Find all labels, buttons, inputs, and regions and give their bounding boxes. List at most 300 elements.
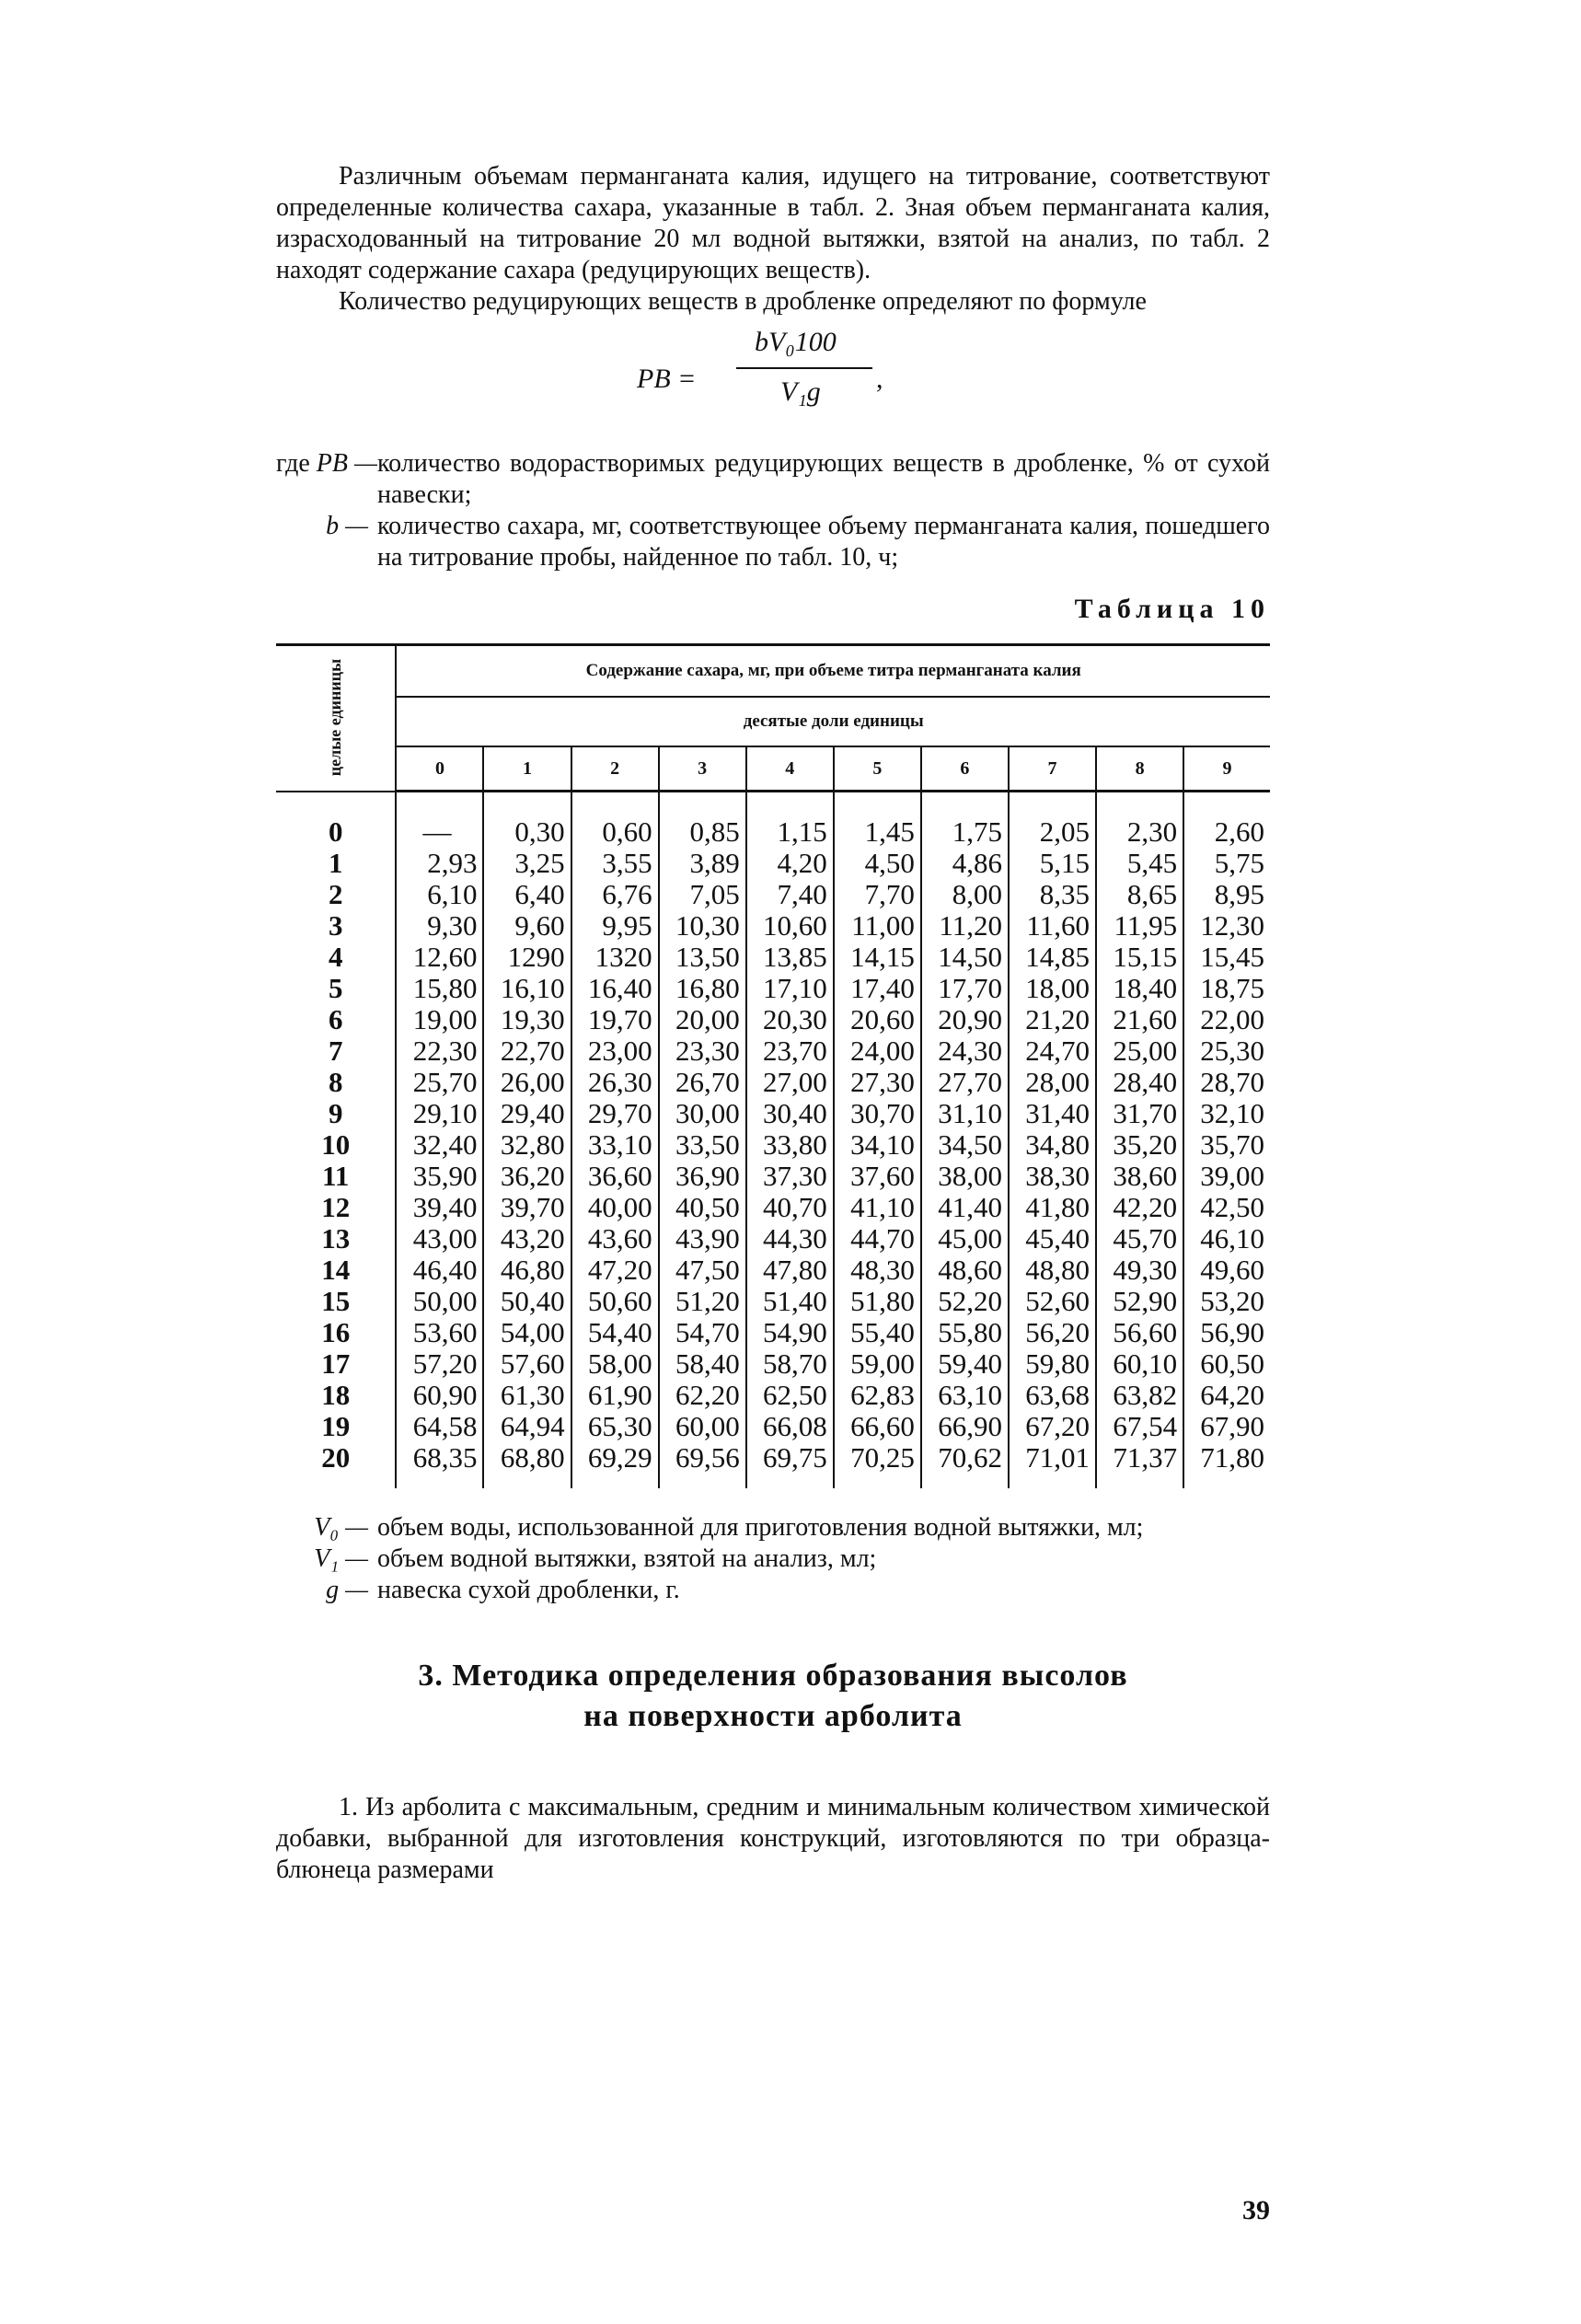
table-cell: 41,40	[921, 1192, 1009, 1223]
document-page	[276, 161, 1270, 2226]
table-cell: 71,01	[1009, 1442, 1096, 1488]
row-number: 4	[328, 941, 343, 973]
table-cell: 20,60	[834, 1004, 921, 1035]
table-cell: 8,00	[921, 879, 1009, 910]
table-cell: 43,90	[659, 1223, 746, 1254]
table-cell: 6,40	[483, 879, 571, 910]
table-cell: 11,60	[1009, 910, 1096, 942]
column-header: 9	[1183, 746, 1270, 792]
table-cell: 63,10	[921, 1380, 1009, 1411]
table-cell: 53,20	[1183, 1286, 1270, 1317]
table-cell: 29,40	[483, 1098, 571, 1129]
definition-b: b — количество сахара, мг, соответствующее объему перманганата калия, пошедшего на титрование пробы, найденное по табл. 10, ч;	[326, 512, 1270, 572]
table-cell: 7,40	[746, 879, 834, 910]
table-cell: 26,30	[571, 1067, 659, 1098]
page-number: 39	[1242, 2195, 1270, 2226]
table-cell: 55,80	[921, 1317, 1009, 1348]
table-cell: 70,62	[921, 1442, 1009, 1488]
table-cell: 60,50	[1183, 1348, 1270, 1380]
table-cell: 47,50	[659, 1254, 746, 1286]
table-cell: 19,70	[571, 1004, 659, 1035]
definitions-bottom	[276, 1512, 1270, 1606]
table-cell: 17,10	[746, 973, 834, 1004]
table-cell: 12,60	[396, 942, 483, 973]
table-cell: 63,68	[1009, 1380, 1096, 1411]
table-cell: 9,30	[396, 910, 483, 942]
intro-paragraph-1: Различным объемам перманганата калия, идущего на титрование, соответствуют определенные количества сахара, указанные в табл. 2. Зная объем перманганата калия, израсходованный на титрование 20 мл водной вытяжки, взятой на анализ, по табл. 2 находят содержание сахара (редуцирующих веществ).	[276, 162, 1270, 284]
table-cell: 46,40	[396, 1254, 483, 1286]
formula	[276, 319, 1270, 448]
table-cell: 67,54	[1096, 1411, 1183, 1442]
table-cell: 28,40	[1096, 1067, 1183, 1098]
row-number: 18	[321, 1379, 351, 1411]
table-cell: 20,30	[746, 1004, 834, 1035]
table-cell: 2,60	[1183, 792, 1270, 849]
table-cell: 31,40	[1009, 1098, 1096, 1129]
table-cell: 22,70	[483, 1035, 571, 1067]
table-cell: 9,95	[571, 910, 659, 942]
table-cell: 47,20	[571, 1254, 659, 1286]
table-cell: 4,86	[921, 848, 1009, 879]
table-cell: 71,80	[1183, 1442, 1270, 1488]
table-cell: 27,30	[834, 1067, 921, 1098]
table-cell: 48,60	[921, 1254, 1009, 1286]
table-cell: 39,00	[1183, 1161, 1270, 1192]
table-row	[276, 1411, 1270, 1442]
table-cell: 43,00	[396, 1223, 483, 1254]
section-heading-line-1: 3. Методика определения образования высолов	[418, 1659, 1128, 1693]
table-cell: 54,40	[571, 1317, 659, 1348]
row-header: целые единицы	[276, 645, 396, 792]
table-cell: 40,50	[659, 1192, 746, 1223]
table-cell: 29,70	[571, 1098, 659, 1129]
table-cell: 11,00	[834, 910, 921, 942]
table-cell: 6,10	[396, 879, 483, 910]
table-cell: 16,10	[483, 973, 571, 1004]
table-cell: 59,40	[921, 1348, 1009, 1380]
table-cell: 25,70	[396, 1067, 483, 1098]
table-cell: 14,85	[1009, 942, 1096, 973]
table-cell: 45,00	[921, 1223, 1009, 1254]
table-row	[276, 1067, 1270, 1098]
table-cell: 26,00	[483, 1067, 571, 1098]
section-paragraph: 1. Из арболита с максимальным, средним и минимальным количеством химической добавки, выбранной для изготовления конструкций, изготовляются по три образца-блюнеца размерами	[276, 1793, 1270, 1884]
definition-text: объем водной вытяжки, взятой на анализ, мл;	[377, 1544, 877, 1573]
table-cell: 60,90	[396, 1380, 483, 1411]
table-cell: 28,00	[1009, 1067, 1096, 1098]
table-row	[276, 973, 1270, 1004]
table-row	[276, 1035, 1270, 1067]
table-cell: 1290	[483, 942, 571, 973]
table-cell: 17,70	[921, 973, 1009, 1004]
table-row	[276, 1161, 1270, 1192]
column-header: 1	[483, 746, 571, 792]
row-number: 10	[321, 1128, 351, 1161]
row-number: 15	[321, 1285, 351, 1317]
table-cell: 36,20	[483, 1161, 571, 1192]
row-number: 5	[328, 972, 343, 1004]
table-cell: 31,70	[1096, 1098, 1183, 1129]
table-cell: 10,60	[746, 910, 834, 942]
table-row	[276, 848, 1270, 879]
table-cell: 64,58	[396, 1411, 483, 1442]
table-cell: 38,30	[1009, 1161, 1096, 1192]
table-cell: 30,70	[834, 1098, 921, 1129]
table-cell: 37,30	[746, 1161, 834, 1192]
definition-symbol: PB	[316, 449, 348, 478]
table-cell: 50,40	[483, 1286, 571, 1317]
table-cell: 10,30	[659, 910, 746, 942]
row-number: 7	[328, 1035, 343, 1067]
table-cell: 23,70	[746, 1035, 834, 1067]
table-cell: 19,00	[396, 1004, 483, 1035]
table-cell: 13,85	[746, 942, 834, 973]
table-cell: 58,70	[746, 1348, 834, 1380]
table-cell: 44,30	[746, 1223, 834, 1254]
table-cell: 16,80	[659, 973, 746, 1004]
table-cell: 40,70	[746, 1192, 834, 1223]
column-headers	[276, 746, 1270, 792]
table-cell: 24,70	[1009, 1035, 1096, 1067]
table-cell: 2,93	[396, 848, 483, 879]
table-cell: 47,80	[746, 1254, 834, 1286]
table-row	[276, 1129, 1270, 1161]
formula-denominator: V₁g	[780, 376, 821, 407]
definition-pb: где PB — количество водорастворимых редуцирующих веществ в дробленке, % от сухой навески;	[276, 449, 1270, 509]
table-cell: 1,75	[921, 792, 1009, 849]
table-cell: 8,95	[1183, 879, 1270, 910]
table-cell: 46,80	[483, 1254, 571, 1286]
table-cell: 52,90	[1096, 1286, 1183, 1317]
table-cell: 3,25	[483, 848, 571, 879]
table-cell: 0,30	[483, 792, 571, 849]
definition-symbol: V₀	[314, 1513, 340, 1542]
table-cell: 33,10	[571, 1129, 659, 1161]
table-cell: 42,50	[1183, 1192, 1270, 1223]
table-cell: 17,40	[834, 973, 921, 1004]
table-cell: 25,30	[1183, 1035, 1270, 1067]
table-cell: 5,15	[1009, 848, 1096, 879]
row-number: 19	[321, 1410, 351, 1442]
table-cell: 58,00	[571, 1348, 659, 1380]
table-cell: 15,45	[1183, 942, 1270, 973]
table-cell: 14,15	[834, 942, 921, 973]
table-cell: 24,00	[834, 1035, 921, 1067]
table-cell: 0,60	[571, 792, 659, 849]
table-cell: 51,80	[834, 1286, 921, 1317]
formula-numerator: bV₀100	[755, 327, 837, 357]
table-cell: 43,20	[483, 1223, 571, 1254]
table-cell: 67,90	[1183, 1411, 1270, 1442]
row-number: 3	[328, 909, 343, 942]
table-cell: 70,25	[834, 1442, 921, 1488]
table-cell: 56,20	[1009, 1317, 1096, 1348]
formula-fraction-bar	[736, 367, 872, 369]
definition-g: g — навеска сухой дробленки, г.	[276, 1575, 1270, 1606]
table-cell: 51,40	[746, 1286, 834, 1317]
table-cell: 9,60	[483, 910, 571, 942]
table-cell: 45,70	[1096, 1223, 1183, 1254]
table-caption: Содержание сахара, мг, при объеме титра перманганата калия	[396, 645, 1270, 698]
table-cell: 63,82	[1096, 1380, 1183, 1411]
table-cell: 18,75	[1183, 973, 1270, 1004]
table-cell: 5,45	[1096, 848, 1183, 879]
sugar-content-table	[276, 643, 1270, 1488]
table-cell: 46,10	[1183, 1223, 1270, 1254]
table-cell: 66,08	[746, 1411, 834, 1442]
table-cell: 36,90	[659, 1161, 746, 1192]
table-cell: 48,30	[834, 1254, 921, 1286]
definition-symbol: g	[326, 1576, 340, 1604]
table-row	[276, 1380, 1270, 1411]
row-number: 11	[322, 1160, 350, 1192]
definition-symbol: V₁	[314, 1544, 340, 1573]
table-cell: 71,37	[1096, 1442, 1183, 1488]
table-cell: 8,65	[1096, 879, 1183, 910]
table-cell: 24,30	[921, 1035, 1009, 1067]
column-header: 5	[834, 746, 921, 792]
table-cell: 69,56	[659, 1442, 746, 1488]
table-cell: 31,10	[921, 1098, 1009, 1129]
table-cell: 2,30	[1096, 792, 1183, 849]
table-cell: 58,40	[659, 1348, 746, 1380]
table-cell: 34,10	[834, 1129, 921, 1161]
table-cell: 67,20	[1009, 1411, 1096, 1442]
table-cell: 39,40	[396, 1192, 483, 1223]
definition-text: навеска сухой дробленки, г.	[377, 1576, 680, 1604]
table-cell: 27,00	[746, 1067, 834, 1098]
row-number: 9	[328, 1097, 343, 1129]
table-cell: 66,60	[834, 1411, 921, 1442]
row-number: 6	[328, 1003, 343, 1035]
table-cell: 13,50	[659, 942, 746, 973]
table-cell: 41,80	[1009, 1192, 1096, 1223]
table-row	[276, 879, 1270, 910]
table-cell: 0,85	[659, 792, 746, 849]
intro-paragraph-2: Количество редуцирующих веществ в дробленке определяют по формуле	[339, 287, 1147, 316]
column-header: 6	[921, 746, 1009, 792]
table-cell: 18,00	[1009, 973, 1096, 1004]
table-row	[276, 1192, 1270, 1223]
table-cell: 34,80	[1009, 1129, 1096, 1161]
table-cell: 52,20	[921, 1286, 1009, 1317]
table-cell: 52,60	[1009, 1286, 1096, 1317]
table-cell: 20,90	[921, 1004, 1009, 1035]
table-cell: 38,00	[921, 1161, 1009, 1192]
table-cell: 11,95	[1096, 910, 1183, 942]
table-cell: 21,60	[1096, 1004, 1183, 1035]
table-cell: 30,00	[659, 1098, 746, 1129]
table-cell: 15,80	[396, 973, 483, 1004]
table-cell: 1,15	[746, 792, 834, 849]
table-cell: 57,20	[396, 1348, 483, 1380]
column-header: 3	[659, 746, 746, 792]
table-cell: 15,15	[1096, 942, 1183, 973]
table-row	[276, 1254, 1270, 1286]
definitions-top	[276, 448, 1270, 573]
table-cell: 50,00	[396, 1286, 483, 1317]
table-sub-caption: десятые доли единицы	[396, 697, 1270, 746]
table-cell: 8,35	[1009, 879, 1096, 910]
table-cell: 35,70	[1183, 1129, 1270, 1161]
column-header: 4	[746, 746, 834, 792]
table-cell: 34,50	[921, 1129, 1009, 1161]
table-cell: 4,20	[746, 848, 834, 879]
definition-text: количество водорастворимых редуцирующих веществ в дробленке, % от сухой навески;	[377, 449, 1270, 509]
table-cell: 64,20	[1183, 1380, 1270, 1411]
table-cell: 49,60	[1183, 1254, 1270, 1286]
table-cell: 62,50	[746, 1380, 834, 1411]
table-cell: 41,10	[834, 1192, 921, 1223]
definition-v0: V₀ — объем воды, использованной для приготовления водной вытяжки, мл;	[276, 1512, 1270, 1544]
table-cell: 22,30	[396, 1035, 483, 1067]
table-row	[276, 1348, 1270, 1380]
table-cell: 54,70	[659, 1317, 746, 1348]
column-header: 7	[1009, 746, 1096, 792]
table-cell: 40,00	[571, 1192, 659, 1223]
table-cell: 37,60	[834, 1161, 921, 1192]
table-cell: 32,80	[483, 1129, 571, 1161]
table-cell: 23,00	[571, 1035, 659, 1067]
table-cell: 56,60	[1096, 1317, 1183, 1348]
definition-symbol: b	[326, 512, 340, 540]
row-number: 16	[321, 1316, 351, 1348]
table-cell: 14,50	[921, 942, 1009, 973]
table-row	[276, 1286, 1270, 1317]
table-row	[276, 1004, 1270, 1035]
table-row	[276, 1442, 1270, 1488]
table-cell: 49,30	[1096, 1254, 1183, 1286]
table-cell: 4,50	[834, 848, 921, 879]
table-cell: 43,60	[571, 1223, 659, 1254]
row-number: 12	[321, 1191, 351, 1223]
table-row	[276, 792, 1270, 849]
table-cell: 33,50	[659, 1129, 746, 1161]
table-cell: 39,70	[483, 1192, 571, 1223]
table-cell: 69,29	[571, 1442, 659, 1488]
table-cell: 19,30	[483, 1004, 571, 1035]
table-cell: 32,10	[1183, 1098, 1270, 1129]
table-cell: 60,10	[1096, 1348, 1183, 1380]
table-cell: 32,40	[396, 1129, 483, 1161]
table-cell: 50,60	[571, 1286, 659, 1317]
table-cell: 68,80	[483, 1442, 571, 1488]
table-cell: 7,70	[834, 879, 921, 910]
table-cell: 42,20	[1096, 1192, 1183, 1223]
row-number: 0	[328, 815, 343, 848]
table-cell: 1320	[571, 942, 659, 973]
table-row	[276, 942, 1270, 973]
table-title: Таблица 10	[1074, 594, 1270, 624]
table-cell: 64,94	[483, 1411, 571, 1442]
definition-v1: V₁ — объем водной вытяжки, взятой на анализ, мл;	[276, 1544, 1270, 1575]
table-cell: 62,20	[659, 1380, 746, 1411]
table-cell: 3,89	[659, 848, 746, 879]
table-cell: 69,75	[746, 1442, 834, 1488]
table-cell: 11,20	[921, 910, 1009, 942]
table-cell: 66,90	[921, 1411, 1009, 1442]
table-cell: 12,30	[1183, 910, 1270, 942]
table-cell: 26,70	[659, 1067, 746, 1098]
definition-text: объем воды, использованной для приготовления водной вытяжки, мл;	[377, 1513, 1144, 1542]
table-cell: 61,90	[571, 1380, 659, 1411]
table-cell: 6,76	[571, 879, 659, 910]
table-cell: 28,70	[1183, 1067, 1270, 1098]
table-cell: 27,70	[921, 1067, 1009, 1098]
table-cell: 48,80	[1009, 1254, 1096, 1286]
row-number: 17	[321, 1347, 351, 1380]
formula-lhs: PB =	[637, 364, 697, 394]
table-cell: —	[396, 792, 483, 849]
table-cell: 60,00	[659, 1411, 746, 1442]
table-cell: 20,00	[659, 1004, 746, 1035]
table-cell: 21,20	[1009, 1004, 1096, 1035]
table-cell: 30,40	[746, 1098, 834, 1129]
table-cell: 3,55	[571, 848, 659, 879]
table-cell: 45,40	[1009, 1223, 1096, 1254]
table-cell: 16,40	[571, 973, 659, 1004]
table-cell: 55,40	[834, 1317, 921, 1348]
table-cell: 35,90	[396, 1161, 483, 1192]
table-cell: 38,60	[1096, 1161, 1183, 1192]
table-row	[276, 910, 1270, 942]
table-cell: 36,60	[571, 1161, 659, 1192]
table-cell: 29,10	[396, 1098, 483, 1129]
table-cell: 22,00	[1183, 1004, 1270, 1035]
table-cell: 33,80	[746, 1129, 834, 1161]
table-cell: 1,45	[834, 792, 921, 849]
table-cell: 62,83	[834, 1380, 921, 1411]
column-header: 2	[571, 746, 659, 792]
table-cell: 54,00	[483, 1317, 571, 1348]
table-cell: 23,30	[659, 1035, 746, 1067]
row-number: 14	[321, 1254, 351, 1286]
table-cell: 65,30	[571, 1411, 659, 1442]
section-heading	[276, 1656, 1270, 1737]
table-cell: 53,60	[396, 1317, 483, 1348]
row-number: 1	[328, 847, 343, 879]
table-cell: 56,90	[1183, 1317, 1270, 1348]
table-row	[276, 1317, 1270, 1348]
row-number: 13	[321, 1222, 351, 1254]
table-row	[276, 1098, 1270, 1129]
table-cell: 61,30	[483, 1380, 571, 1411]
table-cell: 59,00	[834, 1348, 921, 1380]
formula-comma: ,	[876, 364, 883, 394]
table-row	[276, 1223, 1270, 1254]
table-cell: 7,05	[659, 879, 746, 910]
definition-lead: где	[276, 449, 310, 478]
table-cell: 51,20	[659, 1286, 746, 1317]
table-cell: 35,20	[1096, 1129, 1183, 1161]
table-cell: 59,80	[1009, 1348, 1096, 1380]
table-cell: 68,35	[396, 1442, 483, 1488]
row-number: 8	[328, 1066, 343, 1098]
table-cell: 25,00	[1096, 1035, 1183, 1067]
table-cell: 54,90	[746, 1317, 834, 1348]
row-number: 2	[328, 878, 343, 910]
table-cell: 44,70	[834, 1223, 921, 1254]
column-header: 8	[1096, 746, 1183, 792]
table-cell: 57,60	[483, 1348, 571, 1380]
table-cell: 18,40	[1096, 973, 1183, 1004]
definition-text: количество сахара, мг, соответствующее объему перманганата калия, пошедшего на титрование пробы, найденное по табл. 10, ч;	[377, 512, 1270, 572]
table-body	[276, 792, 1270, 1489]
row-number: 20	[321, 1441, 351, 1474]
section-heading-line-2: на поверхности арболита	[583, 1699, 963, 1733]
column-header: 0	[396, 746, 483, 792]
table-cell: 2,05	[1009, 792, 1096, 849]
